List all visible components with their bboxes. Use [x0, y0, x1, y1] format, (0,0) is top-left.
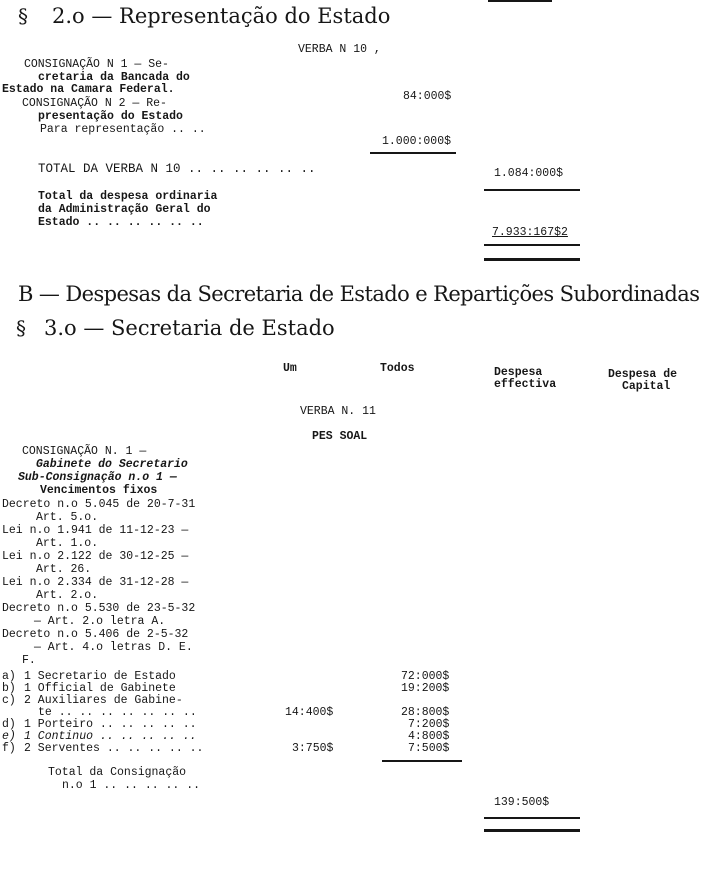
item-text-a: 1 Secretario de Estado [24, 670, 176, 683]
consig-1-line-3: Estado na Camara Federal. [2, 83, 175, 96]
item-text-c: 2 Auxiliares de Gabine- [24, 694, 183, 707]
legal-line-13: F. [22, 654, 36, 667]
consig-subtotal-rule [382, 760, 462, 762]
total-despesa-value: 7.933:167$2 [492, 226, 568, 239]
col-header-todos: Todos [380, 362, 415, 375]
item-um-c: 14:400$ [285, 706, 334, 719]
legal-line-1: Decreto n.o 5.045 de 20-7-31 [2, 498, 196, 511]
legal-line-10: — Art. 2.o letra A. [34, 615, 166, 628]
total-despesa-line-1: Total da despesa ordinaria [38, 190, 218, 203]
part-b-heading: B — Despesas da Secretaria de Estado e Repartições Subordinadas [18, 282, 700, 306]
legal-line-9: Decreto n.o 5.530 de 23-5-32 [2, 602, 196, 615]
item-todos-c: 28:800$ [401, 706, 450, 719]
double-rule-top [484, 244, 580, 246]
item-mark-a: a) [2, 670, 16, 683]
total-consig-line-2: n.o 1 .. .. .. .. .. [62, 779, 201, 792]
total-despesa-line-3: Estado .. .. .. .. .. .. [38, 216, 204, 229]
consig-1-line-1: CONSIGNAÇÃO N 1 — Se- [24, 58, 169, 71]
total-despesa-line-2: da Administração Geral do [38, 203, 211, 216]
section-3-heading: 3.o — Secretaria de Estado [44, 316, 335, 340]
item-mark-e: e) [2, 730, 16, 743]
consig-n1-line-2: Gabinete do Secretario [36, 458, 188, 471]
consig-n1-line-4: Vencimentos fixos [40, 484, 158, 497]
legal-line-6: Art. 26. [36, 563, 92, 576]
item-text-e: 1 Continuo .. .. .. .. .. [24, 730, 197, 743]
item-mark-c: c) [2, 694, 16, 707]
legal-line-12: — Art. 4.o letras D. E. [34, 641, 193, 654]
col-header-capital-1: Despesa de [608, 368, 678, 381]
section-3-symbol: § [16, 316, 26, 340]
item-text-f: 2 Serventes .. .. .. .. .. [24, 742, 204, 755]
total-verba-label: TOTAL DA VERBA N 10 .. .. .. .. .. .. [38, 162, 316, 176]
consig-2-value: 1.000:000$ [382, 135, 452, 148]
total-consig-line-1: Total da Consignação [48, 766, 187, 779]
legal-line-2: Art. 5.o. [36, 511, 99, 524]
item-mark-f: f) [2, 742, 16, 755]
item-mark-b: b) [2, 682, 16, 695]
consig-2-line-2: presentação do Estado [38, 110, 183, 123]
verba-11-label: VERBA N. 11 [300, 405, 376, 418]
total-verba-rule [484, 189, 580, 191]
item-todos-f: 7:500$ [408, 742, 450, 755]
legal-line-3: Lei n.o 1.941 de 11-12-23 — [2, 524, 189, 537]
legal-line-4: Art. 1.o. [36, 537, 99, 550]
col-header-effectiva-2: effectiva [494, 378, 557, 391]
legal-line-7: Lei n.o 2.334 de 31-12-28 — [2, 576, 189, 589]
item-todos-b: 19:200$ [401, 682, 450, 695]
total-verba-value: 1.084:000$ [494, 167, 564, 180]
consig-n1-line-1: CONSIGNAÇÃO N. 1 — [22, 445, 147, 458]
item-todos-a: 72:000$ [401, 670, 450, 683]
item-todos-e: 4:800$ [408, 730, 450, 743]
item-todos-d: 7:200$ [408, 718, 450, 731]
subtotal-rule [370, 152, 456, 154]
section-2-heading: 2.o — Representação do Estado [52, 4, 391, 28]
legal-line-8: Art. 2.o. [36, 589, 99, 602]
item-text-b: 1 Official de Gabinete [24, 682, 176, 695]
total-consig-value: 139:500$ [494, 796, 550, 809]
col-header-capital-2: Capital [622, 380, 671, 393]
col-header-effectiva-1: Despesa [494, 366, 543, 379]
item-text-d: 1 Porteiro .. .. .. .. .. [24, 718, 197, 731]
total-consig-rule-1 [484, 817, 580, 819]
item-text-c2: te .. .. .. .. .. .. .. [38, 706, 197, 719]
double-rule-bottom [484, 258, 580, 261]
total-consig-rule-2 [484, 829, 580, 832]
consig-1-value: 84:000$ [403, 90, 452, 103]
verba-10-label: VERBA N 10 , [298, 43, 381, 56]
consig-n1-line-3: Sub-Consignação n.o 1 — [18, 471, 177, 484]
legal-line-11: Decreto n.o 5.406 de 2-5-32 [2, 628, 189, 641]
item-um-f: 3:750$ [292, 742, 334, 755]
legal-line-5: Lei n.o 2.122 de 30-12-25 — [2, 550, 189, 563]
consig-2-line-1: CONSIGNAÇÃO N 2 — Re- [22, 97, 167, 110]
col-header-um: Um [283, 362, 297, 375]
top-rule [488, 0, 552, 2]
consig-1-line-2: cretaria da Bancada do [38, 71, 190, 84]
consig-2-item: Para representação .. .. [40, 123, 206, 136]
item-mark-d: d) [2, 718, 16, 731]
pessoal-label: PES SOAL [312, 430, 368, 443]
section-symbol: § [18, 4, 28, 28]
